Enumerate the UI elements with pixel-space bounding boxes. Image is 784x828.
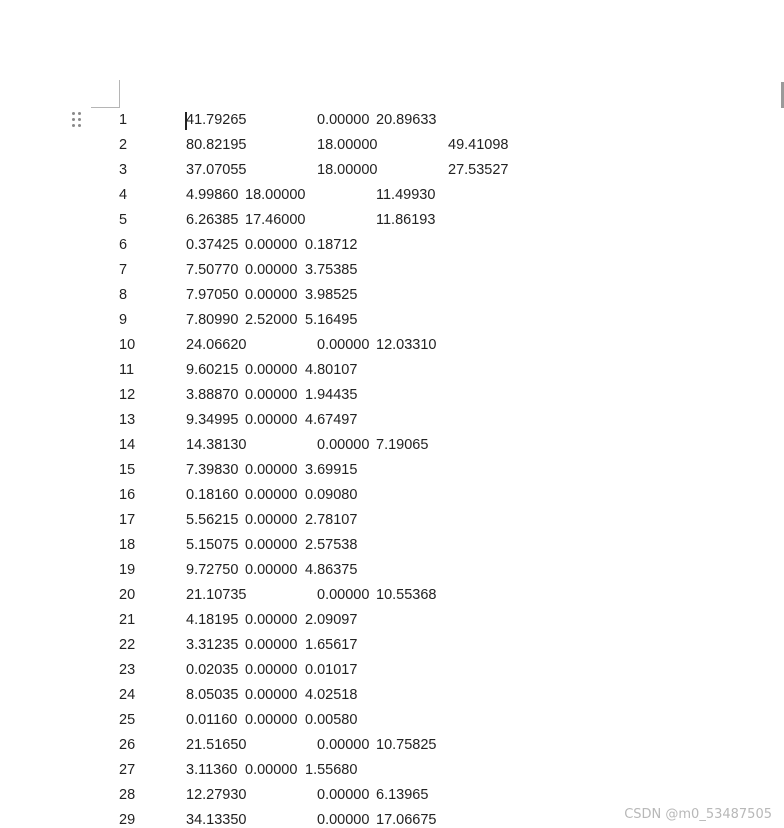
cell-value-a: 0.01160: [186, 712, 238, 728]
cell-value-c: 11.86193: [376, 212, 436, 228]
cell-value-c: 3.98525: [305, 287, 358, 303]
page-margin-corner: [91, 80, 120, 108]
row-number: 27: [119, 762, 136, 778]
cell-value-a: 9.34995: [186, 412, 239, 428]
cell-value-a: 24.06620: [186, 337, 247, 353]
cell-value-a: 14.38130: [186, 437, 247, 453]
row-number: 24: [119, 687, 136, 703]
cell-value-c: 4.67497: [305, 412, 358, 428]
cell-value-c: 1.55680: [305, 762, 358, 778]
cell-value-b: 0.00000: [245, 762, 298, 778]
table-row: [0, 658, 784, 683]
row-number: 20: [119, 587, 136, 603]
cell-value-a: 4.18195: [186, 612, 239, 628]
cell-value-b: 0.00000: [245, 512, 298, 528]
table-row: [0, 383, 784, 408]
cell-value-b: 0.00000: [245, 562, 298, 578]
table-row: [0, 183, 784, 208]
cell-value-a: 5.15075: [186, 537, 239, 553]
row-number: 13: [119, 412, 136, 428]
table-row: [0, 308, 784, 333]
cell-value-b: 0.00000: [317, 812, 370, 828]
row-number: 1: [119, 112, 128, 128]
table-row: [0, 733, 784, 758]
cell-value-b: 0.00000: [245, 287, 298, 303]
cell-value-c: 4.80107: [305, 362, 358, 378]
row-number: 8: [119, 287, 128, 303]
cell-value-a: 34.13350: [186, 812, 247, 828]
cell-value-c: 2.78107: [305, 512, 358, 528]
cell-value-b: 0.00000: [245, 262, 298, 278]
row-number: 29: [119, 812, 136, 828]
cell-value-c: 4.02518: [305, 687, 358, 703]
cell-value-a: 0.37425: [186, 237, 239, 253]
table-row: [0, 158, 784, 183]
cell-value-a: 6.26385: [186, 212, 239, 228]
cell-value-b: 0.00000: [317, 337, 370, 353]
cell-value-c: 0.01017: [305, 662, 358, 678]
row-number: 18: [119, 537, 136, 553]
cell-value-b: 0.00000: [317, 437, 370, 453]
cell-value-c: 0.00580: [305, 712, 358, 728]
table-row: [0, 758, 784, 783]
row-number: 6: [119, 237, 128, 253]
table-row: [0, 358, 784, 383]
cell-value-a: 7.39830: [186, 462, 239, 478]
table-row: [0, 583, 784, 608]
cell-value-c: 2.09097: [305, 612, 358, 628]
cell-value-b: 0.00000: [245, 462, 298, 478]
table-row: [0, 558, 784, 583]
row-number: 21: [119, 612, 136, 628]
cell-value-a: 21.10735: [186, 587, 247, 603]
table-row: [0, 608, 784, 633]
cell-value-b: 0.00000: [245, 412, 298, 428]
cell-value-b: 0.00000: [317, 787, 370, 803]
cell-value-b: 0.00000: [317, 112, 370, 128]
cell-value-c: 0.09080: [305, 487, 358, 503]
cell-value-b: 0.00000: [245, 637, 298, 653]
row-number: 5: [119, 212, 128, 228]
cell-value-b: 0.00000: [245, 237, 298, 253]
cell-value-b: 0.00000: [245, 387, 298, 403]
cell-value-a: 9.72750: [186, 562, 239, 578]
cell-value-a: 7.97050: [186, 287, 239, 303]
row-number: 16: [119, 487, 136, 503]
cell-value-c: 27.53527: [448, 162, 509, 178]
data-table: [0, 108, 784, 828]
table-row: [0, 633, 784, 658]
row-number: 22: [119, 637, 136, 653]
cell-value-c: 3.69915: [305, 462, 358, 478]
table-row: [0, 208, 784, 233]
cell-value-b: 0.00000: [245, 712, 298, 728]
cell-value-b: 2.52000: [245, 312, 298, 328]
row-number: 12: [119, 387, 136, 403]
table-row: [0, 683, 784, 708]
cell-value-b: 0.00000: [245, 687, 298, 703]
cell-value-b: 0.00000: [317, 737, 370, 753]
cell-value-a: 3.31235: [186, 637, 239, 653]
row-number: 28: [119, 787, 136, 803]
cell-value-a: 7.50770: [186, 262, 239, 278]
cell-value-b: 18.00000: [317, 162, 378, 178]
table-row: [0, 258, 784, 283]
table-row: [0, 133, 784, 158]
cell-value-c: 17.06675: [376, 812, 437, 828]
table-row: [0, 483, 784, 508]
cell-value-a: 41.79265: [186, 112, 247, 128]
cell-value-c: 10.75825: [376, 737, 437, 753]
cell-value-c: 1.65617: [305, 637, 358, 653]
cell-value-b: 18.00000: [317, 137, 378, 153]
cell-value-b: 0.00000: [317, 587, 370, 603]
table-row: [0, 508, 784, 533]
table-row: [0, 708, 784, 733]
table-row: [0, 783, 784, 808]
cell-value-b: 18.00000: [245, 187, 306, 203]
row-number: 2: [119, 137, 128, 153]
table-row: [0, 108, 784, 133]
cell-value-a: 8.05035: [186, 687, 239, 703]
cell-value-a: 3.11360: [186, 762, 238, 778]
row-number: 11: [119, 362, 135, 378]
cell-value-c: 12.03310: [376, 337, 437, 353]
cell-value-a: 80.82195: [186, 137, 247, 153]
cell-value-c: 20.89633: [376, 112, 437, 128]
cell-value-a: 9.60215: [186, 362, 239, 378]
cell-value-a: 4.99860: [186, 187, 239, 203]
cell-value-a: 3.88870: [186, 387, 239, 403]
table-row: [0, 233, 784, 258]
cell-value-b: 0.00000: [245, 612, 298, 628]
cell-value-a: 0.02035: [186, 662, 239, 678]
table-row: [0, 333, 784, 358]
row-number: 15: [119, 462, 136, 478]
cell-value-b: 0.00000: [245, 537, 298, 553]
cell-value-c: 49.41098: [448, 137, 509, 153]
cell-value-c: 2.57538: [305, 537, 358, 553]
table-row: [0, 283, 784, 308]
cell-value-a: 21.51650: [186, 737, 247, 753]
row-number: 23: [119, 662, 136, 678]
cell-value-c: 7.19065: [376, 437, 429, 453]
cell-value-b: 0.00000: [245, 362, 298, 378]
cell-value-c: 0.18712: [305, 237, 358, 253]
cell-value-c: 6.13965: [376, 787, 429, 803]
row-number: 4: [119, 187, 128, 203]
cell-value-c: 1.94435: [305, 387, 358, 403]
cell-value-b: 0.00000: [245, 487, 298, 503]
row-number: 17: [119, 512, 136, 528]
cell-value-a: 12.27930: [186, 787, 247, 803]
row-number: 3: [119, 162, 128, 178]
table-row: [0, 533, 784, 558]
row-number: 7: [119, 262, 128, 278]
row-number: 26: [119, 737, 136, 753]
cell-value-b: 0.00000: [245, 662, 298, 678]
table-row: [0, 458, 784, 483]
cell-value-a: 5.56215: [186, 512, 239, 528]
row-number: 14: [119, 437, 136, 453]
cell-value-c: 10.55368: [376, 587, 437, 603]
cell-value-a: 0.18160: [186, 487, 239, 503]
cell-value-c: 11.49930: [376, 187, 436, 203]
cell-value-b: 17.46000: [245, 212, 306, 228]
cell-value-a: 37.07055: [186, 162, 247, 178]
cell-value-c: 4.86375: [305, 562, 358, 578]
row-number: 25: [119, 712, 136, 728]
cell-value-c: 3.75385: [305, 262, 358, 278]
row-number: 19: [119, 562, 136, 578]
row-number: 9: [119, 312, 128, 328]
table-row: [0, 433, 784, 458]
watermark: CSDN @m0_53487505: [624, 807, 772, 822]
table-row: [0, 408, 784, 433]
row-number: 10: [119, 337, 136, 353]
cell-value-a: 7.80990: [186, 312, 239, 328]
cell-value-c: 5.16495: [305, 312, 358, 328]
